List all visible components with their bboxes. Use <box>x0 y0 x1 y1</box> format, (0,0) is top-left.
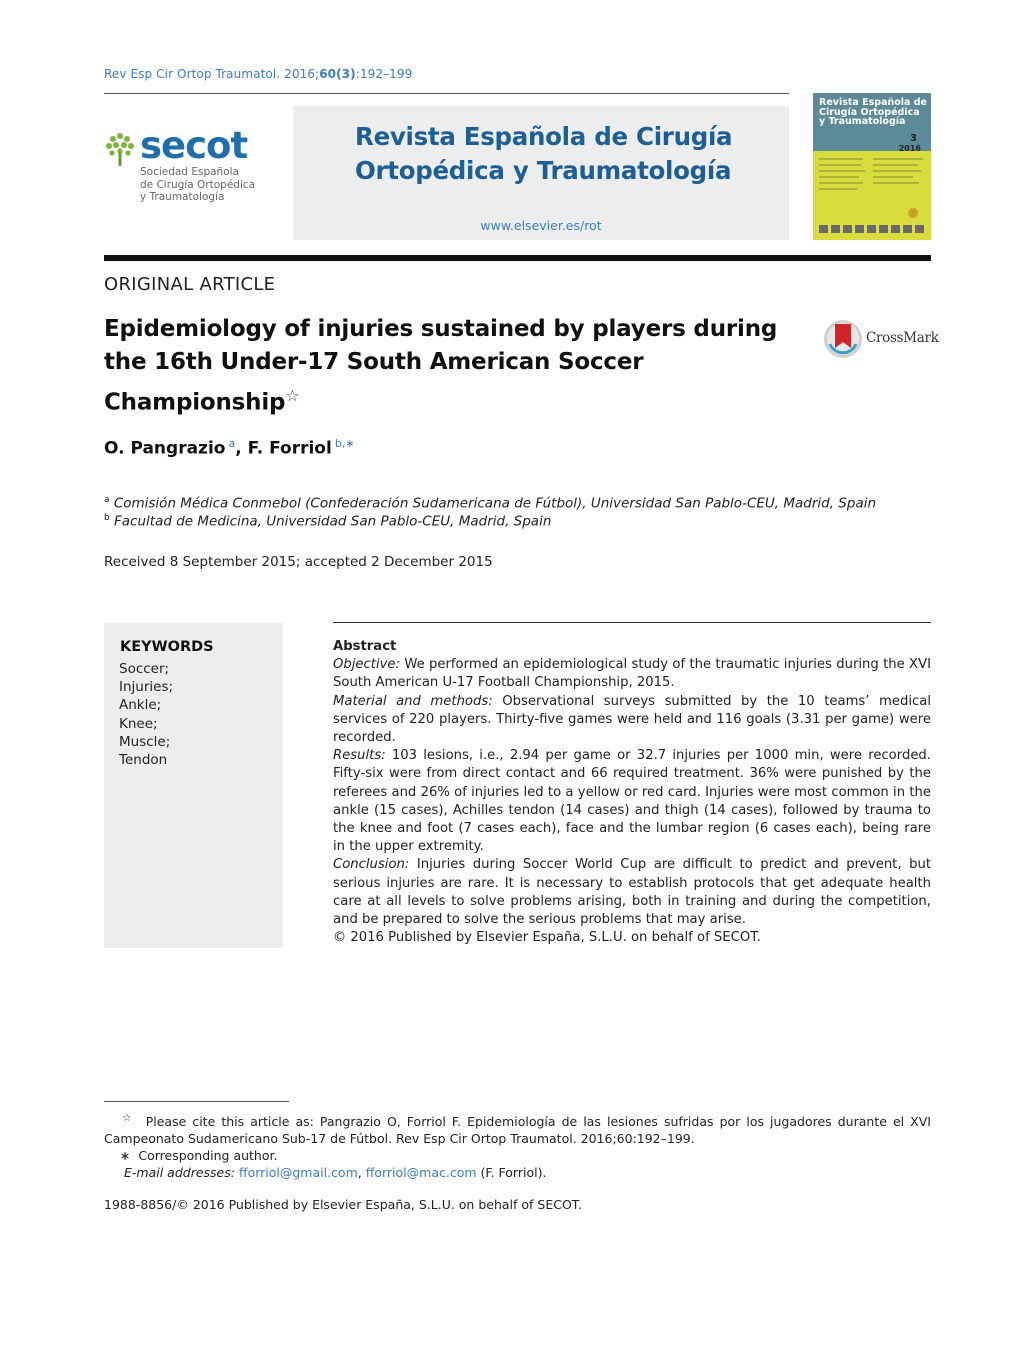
cover-title: Revista Española de Cirugía Ortopédica y Traumatología <box>819 97 927 127</box>
journal-url-link[interactable]: www.elsevier.es/rot <box>480 218 602 233</box>
abstract-label: Material and methods: <box>333 693 493 709</box>
corresponding-footnote <box>104 1147 931 1164</box>
keyword-item: Soccer; <box>119 661 170 677</box>
keywords-title: KEYWORDS <box>120 639 214 655</box>
abstract-label: Results: <box>333 748 386 764</box>
abstract-results <box>333 747 931 856</box>
keyword-item: Ankle; <box>119 697 162 714</box>
cite-footnote <box>104 1110 931 1147</box>
abstract-text: We performed an epidemiological study of the traumatic injuries during the XVI South American U-17 Football Championship, 2015. <box>333 657 931 691</box>
header-rule <box>104 93 789 94</box>
journal-title-line: Revista Española de Cirugía <box>355 122 733 151</box>
society-subtitle <box>140 166 255 204</box>
author-name[interactable]: F. Forriol <box>247 438 332 459</box>
affiliation-text: Comisión Médica Conmebol (Confederación Sudamericana de Fútbol), Universidad San Pablo-CEU, Madrid, Spain <box>113 495 877 512</box>
keyword-item: Injuries; <box>119 679 174 696</box>
crossmark-label: CrossMark <box>866 330 939 346</box>
journal-title <box>355 120 775 188</box>
abstract-conclusion <box>333 856 931 929</box>
society-subtitle-line: de Cirugía Ortopédica <box>140 178 256 191</box>
received-dates: Received 8 September 2015; accepted 2 December 2015 <box>104 554 493 570</box>
affiliation-a <box>104 495 876 512</box>
author-name[interactable]: O. Pangrazio <box>104 438 226 459</box>
abstract <box>333 638 931 947</box>
article-title-line: Championship <box>104 389 286 416</box>
abstract-text: Observational surveys submitted by the 10 teams’ medical services of 220 players. Thirty-five games were held and 116 goals (3.31 per game) were recorded. <box>333 693 931 746</box>
email-link[interactable]: fforriol@mac.com <box>365 1165 477 1181</box>
society-subtitle-line: Sociedad Española <box>140 166 239 178</box>
cover-year: 2016 <box>898 144 921 153</box>
article-title <box>104 313 804 420</box>
tree-icon <box>104 130 136 168</box>
abstract-methods <box>333 693 931 748</box>
journal-cover-thumbnail[interactable] <box>813 93 931 240</box>
affiliation-b <box>104 513 551 530</box>
author-affiliation-mark[interactable]: b,∗ <box>334 437 355 450</box>
citation-year: 2016; <box>284 67 320 81</box>
keyword-item: Knee; <box>119 715 158 732</box>
secot-logo <box>104 126 279 208</box>
footnote-mark: ☆ <box>122 1112 134 1124</box>
affiliation-label: b <box>104 513 110 523</box>
title-rule <box>104 255 931 261</box>
title-footnote-mark[interactable]: ☆ <box>285 386 300 405</box>
abstract-heading: Abstract <box>333 639 397 654</box>
article-type: ORIGINAL ARTICLE <box>104 274 276 295</box>
footnote-text: Corresponding author. <box>138 1148 278 1164</box>
abstract-rule <box>333 622 931 623</box>
abstract-text: 103 lesions, i.e., 2.94 per game or 32.7 injuries per 1000 min, were recorded. Fifty-six were from direct contact and 66 required treatment. 36% were punished by the referees and 26% of injuries led to a yellow or red card. Injuries were most common in the ankle (15 cases), Achilles tendon (14 cases) and thigh (14 cases), followed by trauma to the knee and foot (7 cases each), face and the lumbar region (6 cases each), being rare in the upper extremity. <box>333 748 931 855</box>
footnote-mark: ∗ <box>119 1148 131 1164</box>
journal-citation[interactable] <box>104 67 412 81</box>
citation-pages: :192–199 <box>355 67 413 81</box>
article-title-line: Epidemiology of injuries sustained by players during <box>104 316 778 342</box>
keywords-box <box>104 623 283 948</box>
keyword-item: Muscle; <box>119 733 171 750</box>
author-list <box>104 437 355 459</box>
issn-line: 1988-8856/© 2016 Published by Elsevier España, S.L.U. on behalf of SECOT. <box>104 1197 582 1212</box>
author-affiliation-mark[interactable]: a <box>228 437 236 450</box>
affiliation-label: a <box>104 495 110 505</box>
crossmark-icon <box>822 318 864 360</box>
email-footnote <box>104 1164 931 1181</box>
society-subtitle-line: y Traumatología <box>140 191 225 203</box>
email-owner: (F. Forriol). <box>480 1165 547 1181</box>
journal-title-line: Ortopédica y Traumatología <box>355 156 732 185</box>
keyword-item: Tendon <box>119 752 168 769</box>
cover-content-lines <box>813 151 931 240</box>
footnote-rule <box>104 1101 289 1102</box>
abstract-copyright: © 2016 Published by Elsevier España, S.L.U. on behalf of SECOT. <box>333 930 761 946</box>
author-separator: , <box>235 438 248 459</box>
citation-journal: Rev Esp Cir Ortop Traumatol. <box>104 67 281 81</box>
keywords-list <box>119 660 173 769</box>
cover-issue-number: 3 <box>910 133 917 144</box>
abstract-label: Conclusion: <box>333 857 410 873</box>
crossmark-button[interactable] <box>822 318 939 360</box>
email-link[interactable]: fforriol@gmail.com <box>238 1165 358 1181</box>
article-title-line: the 16th Under-17 South American Soccer <box>104 349 644 375</box>
abstract-label: Objective: <box>333 657 400 673</box>
affiliation-text: Facultad de Medicina, Universidad San Pablo-CEU, Madrid, Spain <box>114 513 552 530</box>
citation-volume: 60(3) <box>319 67 356 81</box>
journal-banner <box>293 106 789 240</box>
abstract-objective <box>333 656 931 692</box>
abstract-text: Injuries during Soccer World Cup are difficult to predict and prevent, but serious injuries are rare. It is necessary to establish protocols that get adequate health care at all levels to solve problems arising, both in training and during the competition, and be prepared to solve the serious problems that may arise. <box>333 857 932 928</box>
footnote-text: Please cite this article as: Pangrazio O, Forriol F. Epidemiología de las lesiones sufridas por los jugadores durante el XVI Campeonato Sudamericano Sub-17 de Fútbol. Rev Esp Cir Ortop Traumatol. 2016;60:192–199. <box>104 1114 931 1147</box>
email-separator: , <box>357 1165 362 1181</box>
footnotes <box>104 1110 931 1181</box>
email-label: E-mail addresses: <box>124 1165 235 1181</box>
society-name: secot <box>140 124 248 167</box>
